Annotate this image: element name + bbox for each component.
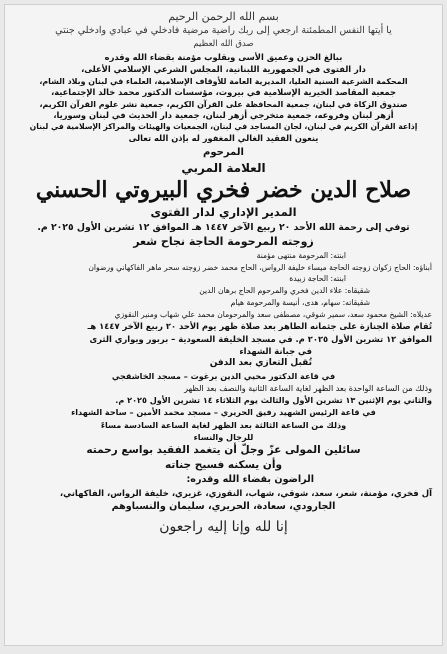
relative-line: شقيقاته: سهام، هدى، أنيسة والمرحومة هيام: [230, 297, 370, 307]
prayer-close: [15, 443, 432, 473]
condolence-halls: [15, 370, 432, 443]
relative-line: ابنته: المرحومة منتهى مؤمنة: [256, 250, 346, 260]
intro-line: دار الفتوى في الجمهورية اللبنانية، المجلس الشرعي الإسلامي الأعلى،: [81, 64, 366, 75]
condolences-title: تُقبل التعازي بعد الدفن: [209, 357, 312, 368]
relative-line: عديلاه: الشيخ محمود سعد، سمير شوقي، مصطفى سعد والمرحومان محمد علي شهاب ومنير النقوزي: [114, 309, 432, 319]
prayer-line: الموافق ١٢ تشرين الأول ٢٠٢٥ م. في مسجد الخليفة السعودية – بربور ويواري الثرى: [89, 333, 432, 344]
relative-line: ابنته: الحاجة زبيدة: [289, 274, 346, 284]
hall-line: في قاعة الدكتور محيي الدين برغوت – مسجد الخاشقجي: [111, 370, 336, 381]
hall-line: والثاني يوم الإثنين ١٣ تشرين الأول والثالث يوم الثلاثاء ١٤ تشرين الأول ٢٠٢٥ م.: [115, 395, 432, 406]
prayer-line: في جبانة الشهداء: [239, 345, 312, 356]
hall-line: للرجال والنساء: [193, 431, 254, 442]
wife-line: زوجته المرحومة الحاجة نجاح شعر: [133, 234, 314, 248]
footer-calligraphy: إنا لله وإنا إليه راجعون: [159, 518, 288, 535]
quran-verse: يا أيتها النفس المطمئنة ارجعي إلى ربك راضية مرضية فادخلي في عبادي وادخلي جنتي: [55, 24, 392, 36]
intro-line: صندوق الزكاة في لبنان، جمعية المحافظة على القرآن الكريم، جمعية نشر علوم القرآن الكريم،: [39, 99, 408, 109]
families-line: آل فخري، مؤمنة، شعر، سعد، شوقي، شهاب، النقوزي، غزيري، خليفة الرواس، الفاكهاني،: [59, 488, 432, 499]
intro-line: المحكمة الشرعية السنية العليا، المديرية العامة للأوقاف الإسلامية، العلماء في لبنان وبلاد الشام،: [39, 76, 408, 86]
funeral-prayer-block: [15, 320, 432, 357]
prayer-close-line: سائلين المولى عزّ وجلّ أن يتغمد الفقيد بواسع رحمته: [86, 443, 361, 456]
hall-line: في قاعة الرئيس الشهيد رفيق الحريري – مسجد محمد الأمين – ساحة الشهداء: [71, 407, 376, 418]
intro-line: أزهر لبنان وفروعه، جمعية متخرجي أزهر لبنان، جمعية دار الحديث في لبنان وسوريا،: [53, 110, 394, 121]
families-title: الراضون بقضاء الله وقدره:: [186, 474, 314, 486]
basmala: بسم الله الرحمن الرحيم: [168, 10, 279, 23]
deceased-name: صلاح الدين خضر فخري البيروتي الحسني: [35, 176, 412, 203]
header-calligraphy: [15, 11, 432, 49]
hall-line: وذلك من الساعة الواحدة بعد الظهر لغاية الساعة الثانية والنصف بعد الظهر: [184, 383, 432, 394]
obituary-page: [4, 4, 443, 646]
late-label: المرحوم: [203, 146, 244, 158]
prayer-close-line: وأن يسكنه فسيح جناته: [165, 459, 282, 472]
families-block: [15, 473, 432, 515]
relative-line: أبناؤه: الحاج زكوان زوجته الحاجة ميساء خليفة الرواس، الحاج محمد خضر زوجته سحر ماهر الفاكهاني ورضوان: [88, 262, 432, 272]
intro-line: إذاعة القرآن الكريم في لبنان، لجان المساجد في لبنان، الجمعيات والهيئات والمراكز الإسلامية في لبنان: [29, 122, 418, 132]
intro-line: جمعية المقاصد الخيرية الإسلامية في بيروت، مؤسسات الدكتور محمد خالد الإجتماعية،: [51, 87, 396, 98]
relative-line: شقيقاه: علاء الدين فخري والمرحوم الحاج برهان الدين: [199, 286, 370, 296]
death-date: توفي إلى رحمة الله الأحد ٢٠ ربيع الآخر ١٤٤٧ هـ الموافق ١٢ تشرين الأول ٢٠٢٥ م.: [37, 221, 410, 233]
deceased-role: المدير الإداري لدار الفتوى: [150, 204, 297, 219]
relatives-block: [15, 250, 432, 321]
intro-line: ينعون الفقيد الغالي المغفور له بإذن الله تعالى: [128, 132, 319, 143]
deceased-title: العلامة المربي: [181, 160, 266, 175]
hall-line: وذلك من الساعة الثالثة بعد الظهر لغاية الساعة السادسة مساءً: [100, 419, 347, 430]
intro-line: ببالغ الحزن وعميق الأسى وبقلوب مؤمنة بقضاء الله وقدره: [104, 52, 343, 63]
intro-block: [15, 52, 432, 144]
families-line: الجارودي، سعادة، الحريري، سليمان والنسباوهم: [111, 501, 336, 513]
sadaq-text: صدق الله العظيم: [193, 38, 254, 49]
prayer-line: تُقام صلاة الجنازة على جثمانه الطاهر بعد صلاة ظهر يوم الأحد ٢٠ ربيع الآخر ١٤٤٧ هـ: [87, 321, 432, 332]
